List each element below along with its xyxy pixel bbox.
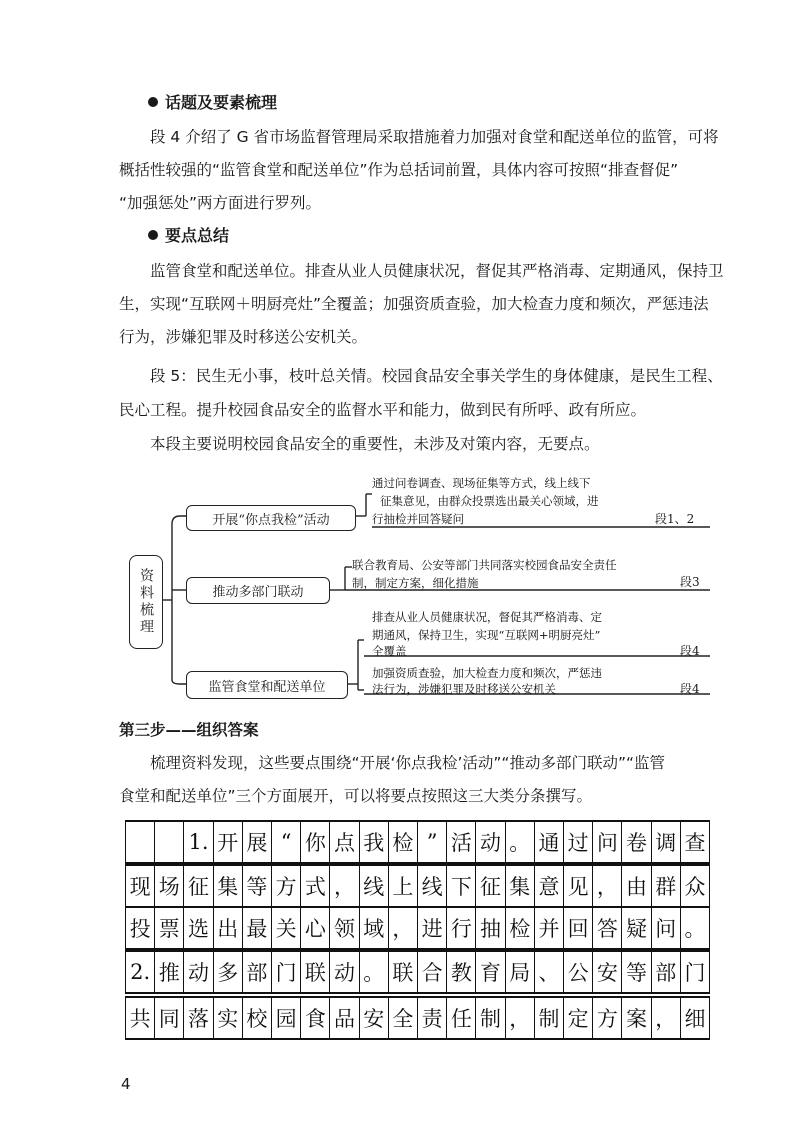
mindmap-branch: 监管食堂和配送单位	[186, 671, 348, 699]
answer-grid-row	[125, 864, 710, 908]
answer-grid-cell: 过	[563, 822, 592, 862]
answer-grid-cell: 育	[475, 952, 504, 992]
answer-grid-cell: 。	[359, 952, 388, 992]
mindmap-leaf-line: 全覆盖	[372, 644, 407, 658]
paragraph-line: 监管食堂和配送单位。排查从业人员健康状况，督促其严格消毒、定期通风，保持卫	[150, 262, 724, 280]
answer-grid-cell: 调	[651, 822, 680, 862]
answer-grid-cell: 检	[505, 908, 534, 948]
step-heading: 第三步——组织答案	[119, 721, 259, 739]
answer-grid-cell: 投	[125, 908, 154, 948]
answer-grid-cell: 疑	[621, 908, 650, 948]
paragraph-note: 本段主要说明校园食品安全的重要性，未涉及对策内容，无要点。	[150, 435, 600, 453]
page-number: 4	[121, 1075, 131, 1093]
answer-grid-cell: 门	[271, 952, 300, 992]
answer-grid-cell: 等	[242, 866, 271, 906]
answer-grid-cell: ”	[417, 822, 446, 862]
mindmap-branch: 开展“你点我检”活动	[186, 505, 356, 531]
answer-grid-cell: 现	[125, 866, 154, 906]
answer-grid-cell: 责	[417, 998, 446, 1038]
paragraph-line: “加强惩处”两方面进行罗列。	[119, 194, 322, 212]
paragraph-line: 概括性较强的“监管食堂和配送单位”作为总括词前置，具体内容可按照“排查督促”	[119, 161, 679, 179]
mindmap-leaf-line: 期通风，保持卫生，实现“互联网+明厨亮灶”	[372, 628, 601, 642]
answer-grid-cell: 问	[651, 908, 680, 948]
answer-grid-cell: 行	[446, 908, 475, 948]
answer-grid-cell: 局	[505, 952, 534, 992]
answer-grid-cell: 教	[446, 952, 475, 992]
answer-grid-cell: 合	[417, 952, 446, 992]
answer-grid-cell: 关	[271, 908, 300, 948]
answer-grid-cell: 你	[300, 822, 329, 862]
answer-grid-cell: 门	[680, 952, 710, 992]
answer-grid-cell: 心	[300, 908, 329, 948]
paragraph-line: 民心工程。提升校园食品安全的监督水平和能力，做到民有所呼、政有所应。	[119, 401, 647, 419]
answer-grid-cell: 问	[592, 822, 621, 862]
answer-grid-cell: 集	[213, 866, 242, 906]
answer-grid-cell: 下	[446, 866, 475, 906]
answer-grid-cell: 校	[242, 998, 271, 1038]
answer-grid-cell: 等	[621, 952, 650, 992]
answer-grid-cell: 集	[505, 866, 534, 906]
mindmap-leaf-line: 征集意见，由群众投票选出最关心领域，进	[380, 494, 599, 508]
answer-grid-cell: 并	[534, 908, 563, 948]
answer-grid-cell: ，	[388, 908, 417, 948]
answer-grid-cell: 众	[680, 866, 710, 906]
answer-grid-cell: 联	[388, 952, 417, 992]
answer-grid-cell: 最	[242, 908, 271, 948]
answer-grid-cell: 联	[300, 952, 329, 992]
answer-grid-cell: 票	[154, 908, 183, 948]
answer-grid-cell: 通	[534, 822, 563, 862]
answer-grid-cell: ，	[592, 866, 621, 906]
answer-grid-cell: 落	[183, 998, 212, 1038]
mindmap-leaf-line: 法行为，涉嫌犯罪及时移送公安机关	[372, 682, 556, 696]
answer-grid-cell: 园	[271, 998, 300, 1038]
answer-grid-cell	[154, 822, 183, 862]
mindmap-leaf-line: 加强资质查验，加大检查力度和频次，严惩违	[372, 666, 602, 680]
answer-grid-cell: 食	[300, 998, 329, 1038]
mindmap-leaf-line: 行抽检并回答疑问	[372, 512, 464, 526]
answer-grid-row	[125, 820, 710, 864]
answer-grid-cell: 动	[329, 952, 358, 992]
answer-grid-cell: 活	[446, 822, 475, 862]
mindmap-source-label: 段4	[680, 682, 700, 696]
section-heading-text: 话题及要素梳理	[165, 93, 278, 112]
mindmap-branch: 推动多部门联动	[186, 577, 330, 604]
answer-grid-cell: 线	[359, 866, 388, 906]
mindmap-root: 资料梳理	[129, 555, 163, 649]
answer-grid-cell: 回	[563, 908, 592, 948]
answer-grid-cell: 实	[213, 998, 242, 1038]
answer-grid-cell: 上	[388, 866, 417, 906]
answer-grid-cell: 出	[213, 908, 242, 948]
answer-grid-cell: 推	[154, 952, 183, 992]
answer-grid-cell: ，	[329, 866, 358, 906]
answer-grid-cell: 案	[621, 998, 650, 1038]
mindmap-source-label: 段4	[680, 644, 700, 658]
answer-grid-cell: 式	[300, 866, 329, 906]
mindmap-source-label: 段3	[680, 575, 700, 589]
answer-grid-cell: 。	[505, 822, 534, 862]
answer-grid-cell: 抽	[475, 908, 504, 948]
paragraph-line: 梳理资料发现，这些要点围绕“开展‘你点我检’活动”“推动多部门联动”“监管	[150, 754, 666, 772]
answer-grid-row	[125, 950, 710, 994]
paragraph-line: 生，实现“互联网＋明厨亮灶”全覆盖；加强资质查验，加大检查力度和频次，严惩违法	[119, 295, 709, 313]
answer-grid-cell: 见	[563, 866, 592, 906]
answer-grid-cell: 选	[183, 908, 212, 948]
answer-grid-cell: 检	[388, 822, 417, 862]
answer-grid-cell: 安	[359, 998, 388, 1038]
answer-grid-cell: 部	[651, 952, 680, 992]
answer-grid-cell: 展	[242, 822, 271, 862]
answer-grid-cell: 制	[475, 998, 504, 1038]
answer-grid-cell: 1.	[183, 822, 212, 862]
answer-grid-cell: 答	[592, 908, 621, 948]
answer-grid-cell: 。	[680, 908, 710, 948]
answer-grid-cell: ，	[505, 998, 534, 1038]
answer-grid-cell: 细	[680, 998, 710, 1038]
answer-grid-cell: 征	[183, 866, 212, 906]
answer-grid-cell: 我	[359, 822, 388, 862]
answer-grid-cell: 卷	[621, 822, 650, 862]
answer-grid-cell: 2.	[125, 952, 154, 992]
paragraph-line: 行为，涉嫌犯罪及时移送公安机关。	[119, 328, 368, 346]
answer-grid-cell: 共	[125, 998, 154, 1038]
mindmap-source-label: 段1、2	[655, 512, 695, 526]
paragraph-line: 食堂和配送单位”三个方面展开，可以将要点按照这三大类分条撰写。	[119, 787, 593, 805]
answer-grid-cell: 由	[621, 866, 650, 906]
answer-grid-cell: 全	[388, 998, 417, 1038]
answer-grid-cell: 开	[213, 822, 242, 862]
answer-grid-cell: 群	[651, 866, 680, 906]
answer-grid-cell: 、	[534, 952, 563, 992]
answer-grid-cell: 点	[329, 822, 358, 862]
mindmap-leaf-line: 通过问卷调查、现场征集等方式，线上线下	[372, 476, 591, 490]
answer-grid-cell: 品	[329, 998, 358, 1038]
answer-grid-row	[125, 906, 710, 950]
answer-grid-cell: 部	[242, 952, 271, 992]
answer-grid-cell: 多	[213, 952, 242, 992]
answer-grid-cell: 任	[446, 998, 475, 1038]
answer-grid-cell: 征	[475, 866, 504, 906]
answer-grid-cell: 动	[475, 822, 504, 862]
answer-grid-cell: 制	[534, 998, 563, 1038]
answer-grid-cell: ，	[651, 998, 680, 1038]
answer-grid-cell: 意	[534, 866, 563, 906]
answer-grid-cell: 方	[271, 866, 300, 906]
answer-grid-cell: 动	[183, 952, 212, 992]
mindmap-leaf-line: 排查从业人员健康状况，督促其严格消毒、定	[372, 610, 602, 624]
answer-grid-cell	[125, 822, 154, 862]
answer-grid-cell: 方	[592, 998, 621, 1038]
answer-grid-row	[125, 996, 710, 1040]
mindmap-leaf-line: 联合教育局、公安等部门共同落实校园食品安全责任	[352, 558, 617, 572]
answer-grid-cell: 公	[563, 952, 592, 992]
answer-grid-cell: 线	[417, 866, 446, 906]
answer-grid-cell: 同	[154, 998, 183, 1038]
section-heading-text: 要点总结	[165, 226, 230, 245]
answer-grid-cell: 安	[592, 952, 621, 992]
answer-grid-cell: “	[271, 822, 300, 862]
answer-grid-cell: 领	[329, 908, 358, 948]
paragraph-line: 段 4 介绍了 G 省市场监督管理局采取措施着力加强对食堂和配送单位的监管，可将	[150, 128, 719, 146]
answer-grid-cell: 场	[154, 866, 183, 906]
answer-grid-cell: 域	[359, 908, 388, 948]
answer-grid-cell: 进	[417, 908, 446, 948]
answer-grid-cell: 查	[680, 822, 710, 862]
answer-grid-cell: 定	[563, 998, 592, 1038]
paragraph-line: 段 5：民生无小事，枝叶总关情。校园食品安全事关学生的身体健康，是民生工程、	[150, 367, 723, 385]
mindmap-leaf-line: 制，制定方案，细化措施	[352, 576, 479, 590]
